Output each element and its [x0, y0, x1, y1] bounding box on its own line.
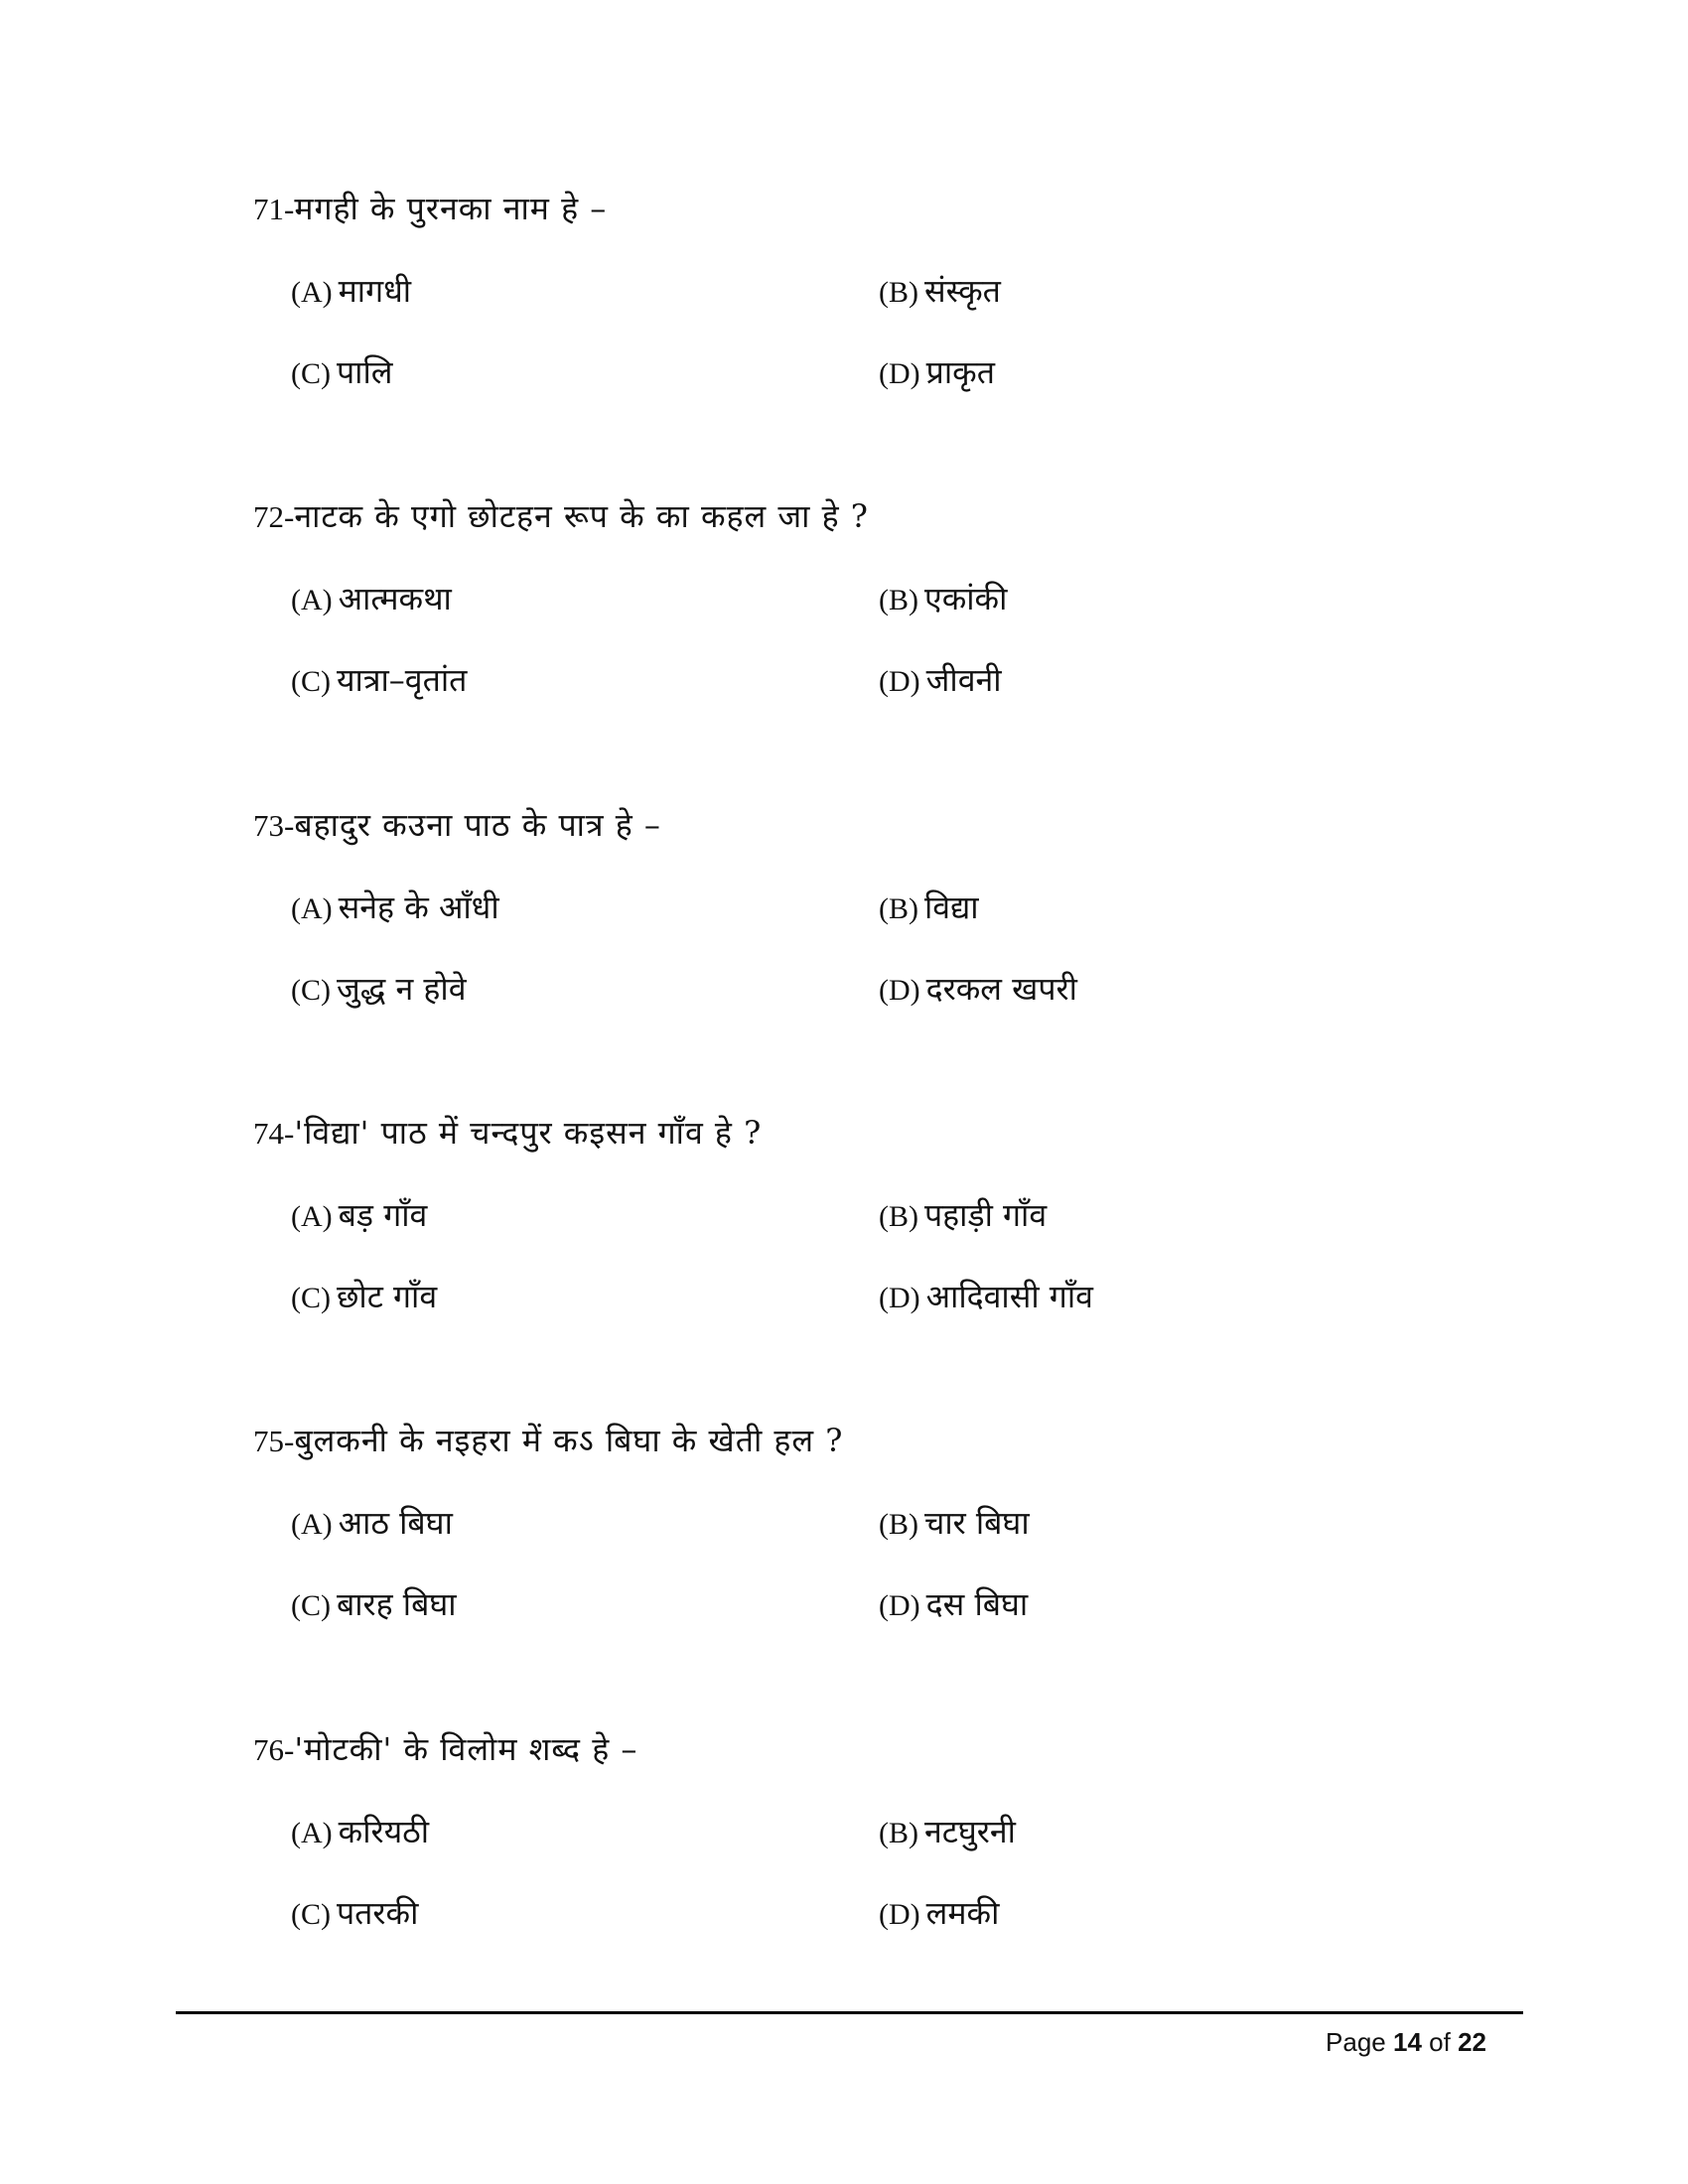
question-71: [253, 189, 1544, 392]
page-word: Page: [1326, 2027, 1386, 2057]
question-number: 71-: [253, 192, 295, 226]
current-page-number: 14: [1393, 2027, 1422, 2057]
option-c: (C) जुद्ध न होवे: [291, 970, 467, 1008]
question-text: [253, 1113, 1544, 1154]
option-c: (C) बारह बिघा: [291, 1585, 457, 1623]
option-row: [253, 1195, 1544, 1235]
question-text: [253, 1421, 1544, 1461]
option-row: [253, 1503, 1544, 1543]
question-text: [253, 189, 1544, 229]
option-row: [253, 887, 1544, 927]
option-a: (A) आठ बिघा: [291, 1504, 453, 1542]
question-72: [253, 496, 1544, 700]
question-prompt: 'मोटकी' के विलोम शब्द हे –: [294, 1730, 638, 1768]
option-b: (B) विद्या: [879, 888, 979, 926]
option-row: [253, 1812, 1544, 1851]
question-number: 74-: [253, 1116, 295, 1151]
option-row: [253, 1584, 1544, 1624]
question-74: [253, 1113, 1544, 1316]
question-prompt: बहादुर कउना पाठ के पात्र हे –: [294, 806, 661, 844]
option-a: (A) आत्मकथा: [291, 580, 452, 617]
option-row: [253, 271, 1544, 311]
option-b: (B) संस्कृत: [879, 272, 1001, 310]
question-text: [253, 1729, 1544, 1770]
page-number-footer: [1326, 2027, 1486, 2058]
option-c: (C) यात्रा–वृतांत: [291, 661, 468, 699]
question-prompt: मगही के पुरनका नाम हे –: [294, 190, 608, 227]
option-row: [253, 1893, 1544, 1933]
total-pages-number: 22: [1458, 2027, 1486, 2057]
option-b: (B) एकांकी: [879, 580, 1008, 617]
option-d: (D) जीवनी: [879, 661, 1002, 699]
option-a: (A) मागधी: [291, 272, 412, 310]
option-d: (D) आदिवासी गाँव: [879, 1278, 1093, 1315]
question-76: [253, 1729, 1544, 1933]
question-text: [253, 805, 1544, 846]
option-row: [253, 352, 1544, 392]
of-word: of: [1429, 2027, 1451, 2057]
option-a: (A) सनेह के आँधी: [291, 888, 499, 926]
option-d: (D) दस बिघा: [879, 1585, 1029, 1623]
option-b: (B) पहाड़ी गाँव: [879, 1196, 1048, 1234]
question-prompt: नाटक के एगो छोटहन रूप के का कहल जा हे ?: [294, 497, 869, 535]
question-number: 72-: [253, 499, 295, 534]
question-text: [253, 496, 1544, 537]
footer-divider: [176, 2011, 1523, 2014]
question-73: [253, 805, 1544, 1009]
option-row: [253, 969, 1544, 1009]
option-row: [253, 1277, 1544, 1316]
option-row: [253, 660, 1544, 700]
option-row: [253, 579, 1544, 618]
question-number: 73-: [253, 808, 295, 843]
option-b: (B) नटघुरनी: [879, 1813, 1016, 1850]
option-c: (C) पालि: [291, 353, 393, 391]
question-number: 76-: [253, 1732, 295, 1767]
option-d: (D) लमकी: [879, 1894, 1000, 1932]
question-prompt: 'विद्या' पाठ में चन्दपुर कइसन गाँव हे ?: [294, 1114, 763, 1152]
question-number: 75-: [253, 1424, 295, 1458]
option-a: (A) बड़ गाँव: [291, 1196, 428, 1234]
question-prompt: बुलकनी के नइहरा में कऽ बिघा के खेती हल ?: [294, 1422, 844, 1459]
option-a: (A) करियठी: [291, 1813, 430, 1850]
option-c: (C) पतरकी: [291, 1894, 419, 1932]
question-75: [253, 1421, 1544, 1624]
option-d: (D) दरकल खपरी: [879, 970, 1077, 1008]
option-d: (D) प्राकृत: [879, 353, 995, 391]
option-b: (B) चार बिघा: [879, 1504, 1030, 1542]
option-c: (C) छोट गाँव: [291, 1278, 438, 1315]
